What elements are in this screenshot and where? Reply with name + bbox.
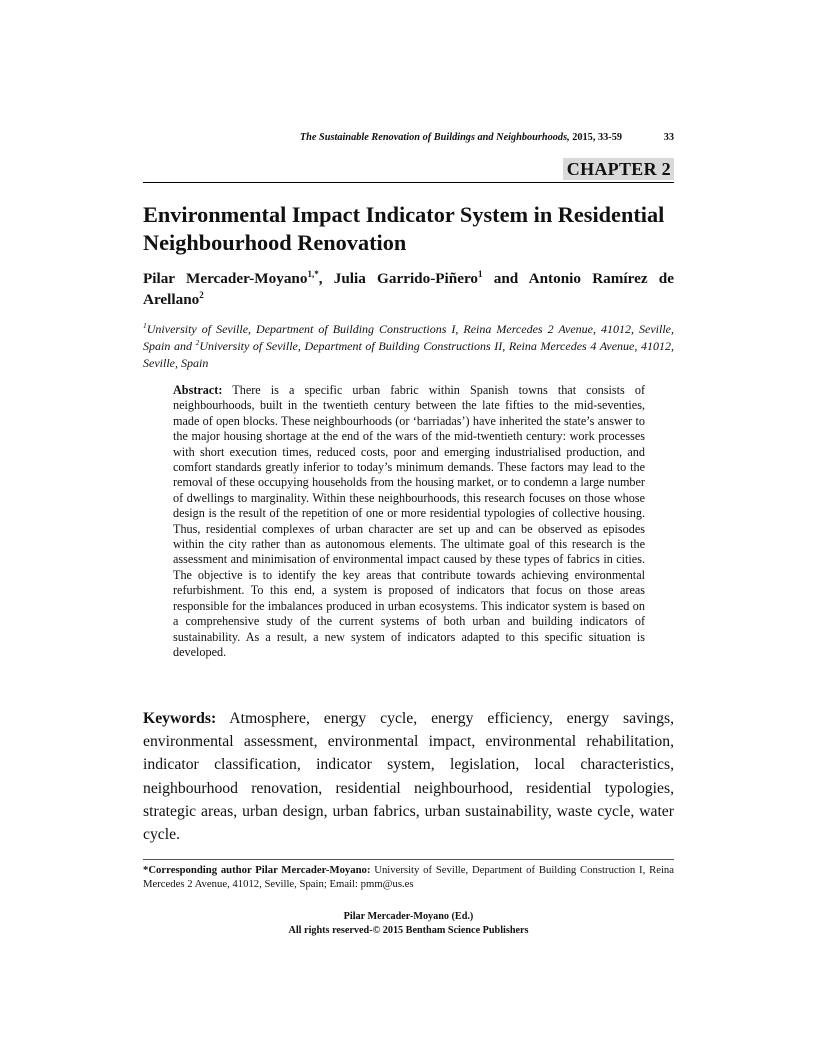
abstract-label: Abstract: xyxy=(173,383,223,397)
page-number: 33 xyxy=(663,132,674,143)
affiliation-mark: 2 xyxy=(195,337,200,347)
author-name: Julia Garrido-Piñero xyxy=(333,270,479,287)
author-affiliation-mark: 1,* xyxy=(307,268,319,279)
abstract xyxy=(173,383,645,660)
corresponding-author-footnote xyxy=(143,863,674,891)
author-name: Antonio Ramírez de Arellano xyxy=(143,270,674,308)
paper-title: Environmental Impact Indicator System in Residential Neighbourhood Renovation xyxy=(143,202,665,255)
affiliation-mark: 1 xyxy=(143,321,147,330)
footnote-text: University of Seville, Department of Building Construction I, Reina Mercedes 2 Avenue, 41012, Seville, Spain; Email: pmm@us.es xyxy=(143,864,674,891)
footnote-label: *Corresponding author Pilar Mercader-Moyano: xyxy=(143,864,371,876)
author-affiliation-mark: 1 xyxy=(478,268,483,279)
abstract-text: There is a specific urban fabric within Spanish towns that consists of neighbourhoods, built in the twentieth century between the late fifties to the mid-seventies, made of open blocks. These neighbourhoods (or ‘barriadas’) have inherited the state’s answer to the major housing shortage at the end of the wars of the mid-twentieth century: work processes with short execution times, reduced costs, poor and emerging industrialised production, and comfort standards greatly inferior to today’s minimum demands. These factors may lead to the removal of these occupying households from the housing market, or to condemn a large number of dwellings to marginality. Within these neighbourhoods, this research focuses on those whose design is the result of the repetition of one or more residential typologies of collective housing. Thus, residential complexes of urban character are set up and can be observed as episodes within the city rather than as autonomous elements. The ultimate goal of this research is the assessment and minimisation of environmental impact caused by these types of fabrics in cities. The objective is to identify the key areas that contribute towards achieving environmental refurbishment. To this end, a system is proposed of indicators that focus on those areas responsible for the imbalances produced in urban ecosystems. This indicator system is based on a comprehensive study of the current systems of both urban and building indicators of sustainability. As a result, a new system of indicators adapted to this specific situation is developed. xyxy=(173,383,646,659)
author-separator: , xyxy=(318,270,334,287)
author-separator: and xyxy=(482,270,529,287)
chapter-header xyxy=(143,158,674,183)
affiliation-text: University of Seville, Department of Building Constructions II, Reina Mercedes 4 Avenue, 41012, Seville, Spain xyxy=(143,338,674,370)
journal-citation xyxy=(300,132,622,143)
affiliations xyxy=(143,321,674,371)
copyright-notice: All rights reserved-© 2015 Bentham Science Publishers xyxy=(288,924,529,936)
editor-credit: Pilar Mercader-Moyano (Ed.) xyxy=(343,911,474,922)
author-name: Pilar Mercader-Moyano xyxy=(143,270,308,287)
keywords xyxy=(143,707,674,846)
keywords-label: Keywords: xyxy=(143,710,217,727)
page-footer xyxy=(143,910,674,937)
author-affiliation-mark: 2 xyxy=(199,289,204,300)
footnote-divider xyxy=(143,859,674,860)
affiliation-text: University of Seville, Department of Building Constructions I, Reina Mercedes 2 Avenue, 41012, Seville, Spain and xyxy=(143,322,674,353)
chapter-label: CHAPTER 2 xyxy=(563,158,674,180)
journal-year-pages: 2015, 33-59 xyxy=(569,132,622,143)
keywords-text: Atmosphere, energy cycle, energy efficiency, energy savings, environmental assessment, environmental impact, environmental rehabilitation, indicator classification, indicator system, legislation, local characteristics, neighbourhood renovation, residential neighbourhood, residential typologies, strategic areas, urban design, urban fabrics, urban sustainability, waste cycle, water cycle. xyxy=(143,710,674,844)
author-list xyxy=(143,268,674,310)
journal-title: The Sustainable Renovation of Buildings and Neighbourhoods, xyxy=(299,132,570,143)
